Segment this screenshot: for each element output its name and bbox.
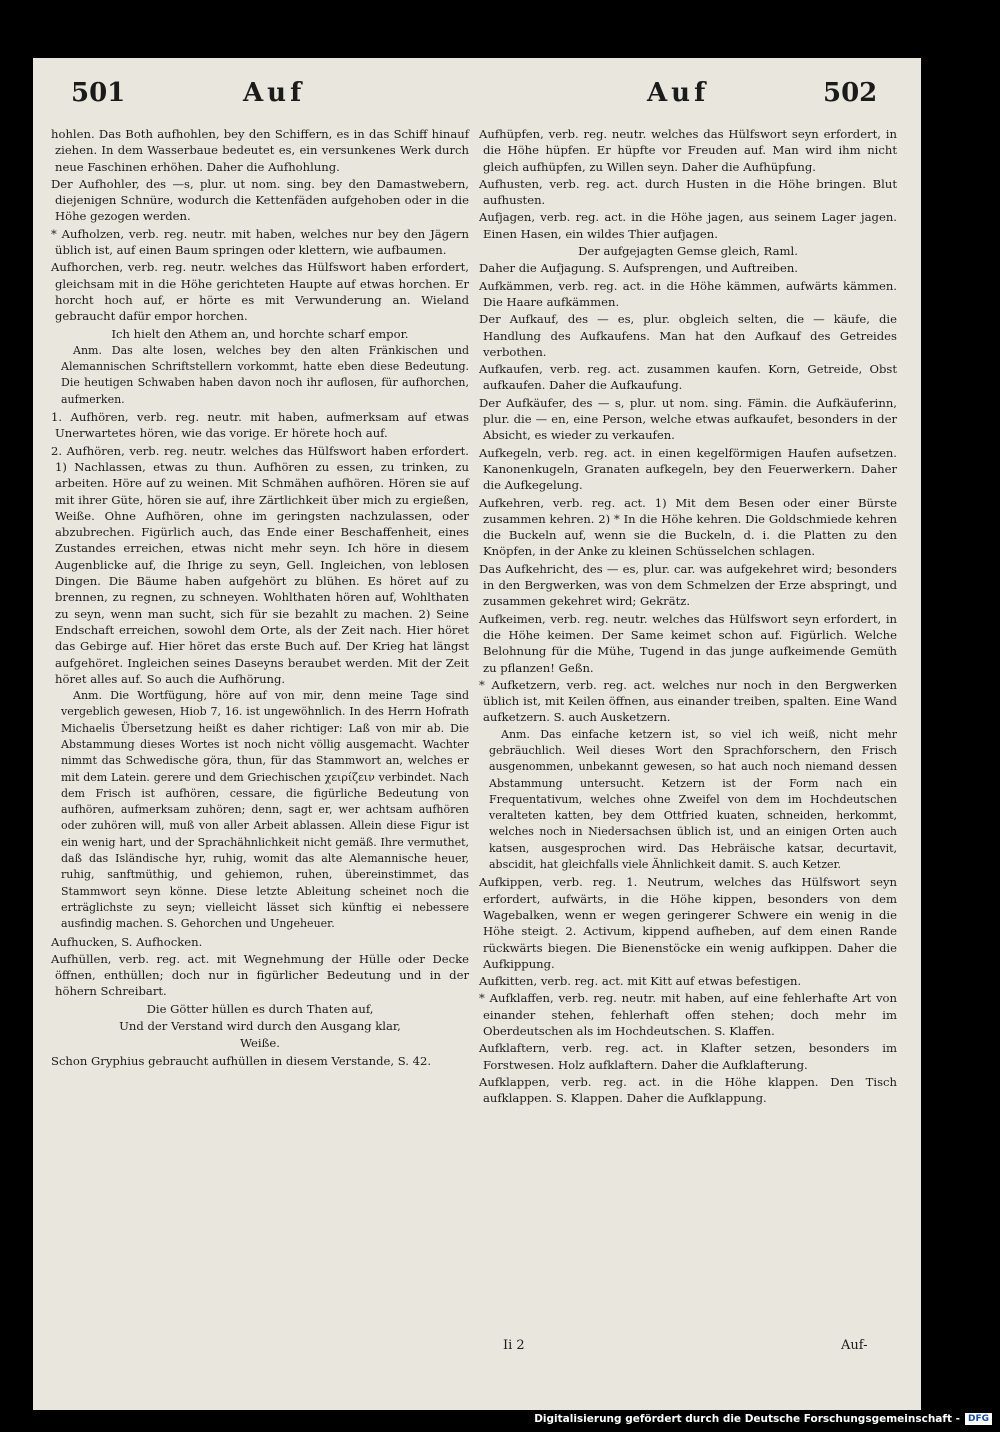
dictionary-entry: Aufhüpfen, verb. reg. neutr. welches das Hülfswort seyn erfordert, in die Höhe hüpfen. Er hüpfte vor Freuden auf. Man wird ihm nicht gleich aufhüpfen, zu Willen seyn. Daher die Aufhüpfung. [479, 127, 897, 174]
running-head-left: Auf [243, 78, 306, 108]
dictionary-entry: Aufhucken, S. Aufhocken. [51, 934, 203, 949]
dictionary-entry: Aufkehren, verb. reg. act. 1) Mit dem Besen oder einer Bürste zusammen kehren. 2) * In die Höhe kehren. Die Goldschmiede kehren die Buckeln auf, wenn sie die Buckeln, d. i. die Platten zu den Knöpfen, in der Anke zu kleinen Schüsselchen schlagen. [479, 495, 897, 559]
quotation-line: Weiße. [240, 1036, 280, 1051]
running-head-right: Auf [647, 78, 710, 108]
dictionary-entry: Schon Gryphius gebraucht aufhüllen in diesem Verstande, S. 42. [51, 1053, 432, 1068]
annotation-paragraph: Anm. Das einfache ketzern ist, so viel ich weiß, nicht mehr gebräuchlich. Weil dieses Wort den Sprachforschern, den Frisch ausgenommen, unbekannt gewesen, so hat auch noch niemand dessen Abstammung untersucht. Ketzern ist der Form nach ein Frequentativum, welches ohne Zweifel von dem im Hochdeutschen veralteten katten, bey dem Ottfried kuaten, schneiden, herkommt, welches noch in Niedersachsen üblich ist, und an einigen Orten auch katsen, ausgesprochen wird. Das Hebräische katsar, decurtavit, abscidit, hat gleichfalls viele Ähnlichkeit damit. S. auch Ketzer. [489, 727, 897, 872]
dictionary-entry: * Aufholzen, verb. reg. neutr. mit haben, welches nur bey den Jägern üblich ist, auf einen Baum springen oder klettern, wie aufbaumen. [51, 226, 469, 258]
dictionary-entry: Aufkegeln, verb. reg. act. in einen kegelförmigen Haufen aufsetzen. Kanonenkugeln, Granaten aufkegeln, bey den Feuerwerkern. Daher die Aufkegelung. [479, 445, 897, 493]
footer-credit [534, 1413, 992, 1425]
dictionary-entry: Das Aufkehricht, des — es, plur. car. was aufgekehret wird; besonders in den Bergwerken, was von dem Schmelzen der Erze abspringt, und zusammen gekehret wird; Gekrätz. [479, 561, 897, 609]
dictionary-entry: Der Aufkäufer, des — s, plur. ut nom. sing. Fämin. die Aufkäuferinn, plur. die — en, eine Person, welche etwas aufkaufet, besonders in der Absicht, es wieder zu verkaufen. [479, 395, 897, 443]
dictionary-entry: Aufjagen, verb. reg. act. in die Höhe jagen, aus seinem Lager jagen. Einen Hasen, ein wildes Thier aufjagen. [479, 210, 897, 241]
dictionary-entry: hohlen. Das Both aufhohlen, bey den Schiffern, es in das Schiff hinauf ziehen. In dem Wasserbaue bedeutet es, ein versunkenes Werk durch neue Faschinen erhöhen. Daher die Aufhohlung. [51, 127, 469, 174]
catchword: Auf- [841, 1338, 868, 1353]
dfg-logo-icon: DFG [965, 1413, 992, 1425]
quotation-line: Ich hielt den Athem an, und horchte scharf empor. [111, 326, 409, 341]
dictionary-entry: Aufhusten, verb. reg. act. durch Husten in die Höhe bringen. Blut aufhusten. [479, 176, 897, 208]
page-number-right: 502 [823, 78, 878, 108]
dictionary-entry: Aufkämmen, verb. reg. act. in die Höhe kämmen, aufwärts kämmen. Die Haare aufkämmen. [479, 278, 897, 309]
left-column [51, 126, 469, 1070]
dictionary-entry: Aufklaftern, verb. reg. act. in Klafter setzen, besonders im Forstwesen. Holz aufklaftern. Daher die Aufklafterung. [479, 1041, 897, 1072]
quotation-line: Die Götter hüllen es durch Thaten auf, [146, 1001, 374, 1016]
quotation-line: Und der Verstand wird durch den Ausgang klar, [119, 1019, 401, 1034]
dictionary-entry: Der Aufkauf, des — es, plur. obgleich selten, die — käufe, die Handlung des Aufkaufens. Man hat den Aufkauf des Getreides verbothen. [479, 312, 897, 359]
annotation-paragraph: Anm. Die Wortfügung, höre auf von mir, denn meine Tage sind vergeblich gewesen, Hiob 7, 16. ist ungewöhnlich. In des Herrn Hofrath Michaelis Übersetzung heißt es daher richtiger: Laß von mir ab. Die Abstammung dieses Wortes ist noch nicht völlig ausgemacht. Wachter nimmt das Schwedische göra, thun, für das Stammwort an, welches er mit dem Latein. gerere und dem Griechischen χειρίζειν verbindet. Nach dem Frisch ist aufhören, cessare, die figürliche Bedeutung von aufhören, aufmerksam zuhören; denn, sagt er, wer achtsam aufhören oder zuhören will, muß von aller Arbeit ablassen. Allein diese Figur ist ein wenig hart, und der Sprachähnlichkeit nicht gemäß. Ihre vermuthet, daß das Isländische hyr, ruhig, womit das alte Alemannische heuer, ruhig, sanftmüthig, und gehiemon, ruhen, übereinstimmet, das Stammwort seyn könne. Diese letzte Ableitung scheinet noch die erträglichste zu seyn; vielleicht lässet sich künftig ei nebessere ausfindig machen. S. Gehorchen und Ungeheuer. [61, 689, 469, 931]
quotation-line: Der aufgejagten Gemse gleich, Raml. [578, 244, 798, 259]
dictionary-entry: Aufklappen, verb. reg. act. in die Höhe klappen. Den Tisch aufklappen. S. Klappen. Daher die Aufklappung. [479, 1074, 897, 1106]
right-column [479, 126, 897, 1108]
signature-mark: Ii 2 [503, 1338, 525, 1353]
dictionary-entry: Der Aufhohler, des —s, plur. ut nom. sing. bey den Damastwebern, diejenigen Schnüre, wodurch die Kettenfäden aufgehoben oder in die Höhe gezogen werden. [51, 176, 469, 224]
dictionary-entry: Aufkitten, verb. reg. act. mit Kitt auf etwas befestigen. [479, 974, 802, 989]
dictionary-entry: Aufkeimen, verb. reg. neutr. welches das Hülfswort seyn erfordert, in die Höhe keimen. Der Same keimet schon auf. Figürlich. Welche Belohnung für die Mühe, Tugend in das junge aufkeimende Gemüth zu pflanzen! Geßn. [479, 611, 897, 675]
footer-text: Digitalisierung gefördert durch die Deutsche Forschungsgemeinschaft - [534, 1413, 960, 1425]
dictionary-entry: 1. Aufhören, verb. reg. neutr. mit haben, aufmerksam auf etwas Unerwartetes hören, wie das vorige. Er hörete hoch auf. [51, 410, 469, 441]
page-number-left: 501 [71, 78, 126, 108]
dictionary-entry: * Aufklaffen, verb. reg. neutr. mit haben, auf eine fehlerhafte Art von einander stehen, fehlerhaft offen stehen; doch mehr im Oberdeutschen als im Hochdeutschen. S. Klaffen. [479, 991, 897, 1039]
dictionary-entry: Daher die Aufjagung. S. Aufsprengen, und Auftreiben. [479, 261, 798, 276]
dictionary-entry: Aufhorchen, verb. reg. neutr. welches das Hülfswort haben erfordert, gleichsam mit in die Höhe gerichteten Haupte auf etwas horchen. Er horcht hoch auf, er hörte es mit Verwunderung an. Wieland gebraucht dafür empor horchen. [51, 260, 469, 324]
dictionary-entry: 2. Aufhören, verb. reg. neutr. welches das Hülfswort haben erfordert. 1) Nachlassen, etwas zu thun. Aufhören zu essen, zu trinken, zu arbeiten. Höre auf zu weinen. Mit Schmähen aufhören. Hören sie auf mit ihrer Güte, hören sie auf, ihre Zärtlichkeit über mich zu ergießen, Weiße. Ohne Aufhören, ohne im geringsten nachzulassen, oder abzubrechen. Figürlich auch, das Ende einer Beschaffenheit, eines Zustandes erreichen, etwas nicht mehr seyn. Ich höre in diesem Augenblicke auf, die Ihrige zu seyn, Gell. Ingleichen, von leblosen Dingen. Die Bäume haben aufgehört zu blühen. Es höret auf zu brennen, zu regnen, zu schneyen. Wohlthaten hören auf, Wohlthaten zu seyn, wenn man sucht, sich für sie bezahlt zu machen. 2) Seine Endschaft erreichen, sowohl dem Orte, als der Zeit nach. Hier höret das Gebirge auf. Hier höret das erste Buch auf. Der Krieg hat längst aufgehöret. Ingleichen seines Daseyns beraubet werden. Mit der Zeit höret alles auf. So auch die Aufhörung. [51, 443, 469, 686]
dictionary-entry: Aufkaufen, verb. reg. act. zusammen kaufen. Korn, Getreide, Obst aufkaufen. Daher die Aufkaufung. [479, 362, 897, 393]
book-page [33, 58, 921, 1410]
dictionary-entry: Aufkippen, verb. reg. 1. Neutrum, welches das Hülfswort seyn erfordert, aufwärts, in die Höhe kippen, besonders von dem Wagebalken, wenn er wegen geringerer Schwere ein wenig in die Höhe steigt. 2. Activum, kippend aufheben, auf dem einen Rande rückwärts biegen. Die Bienenstöcke ein wenig aufkippen. Daher die Aufkippung. [479, 875, 897, 971]
annotation-paragraph: Anm. Das alte losen, welches bey den alten Fränkischen und Alemannischen Schriftstellern vorkommt, hatte eben diese Bedeutung. Die heutigen Schwaben haben davon noch ihr auflosen, für aufhorchen, aufmerken. [61, 343, 469, 406]
dictionary-entry: * Aufketzern, verb. reg. act. welches nur noch in den Bergwerken üblich ist, mit Keilen öffnen, aus einander treiben, spalten. Eine Wand aufketzern. S. auch Ausketzern. [479, 677, 897, 725]
dictionary-entry: Aufhüllen, verb. reg. act. mit Wegnehmung der Hülle oder Decke öffnen, enthüllen; doch nur in figürlicher Bedeutung und in der höhern Schreibart. [51, 951, 469, 999]
